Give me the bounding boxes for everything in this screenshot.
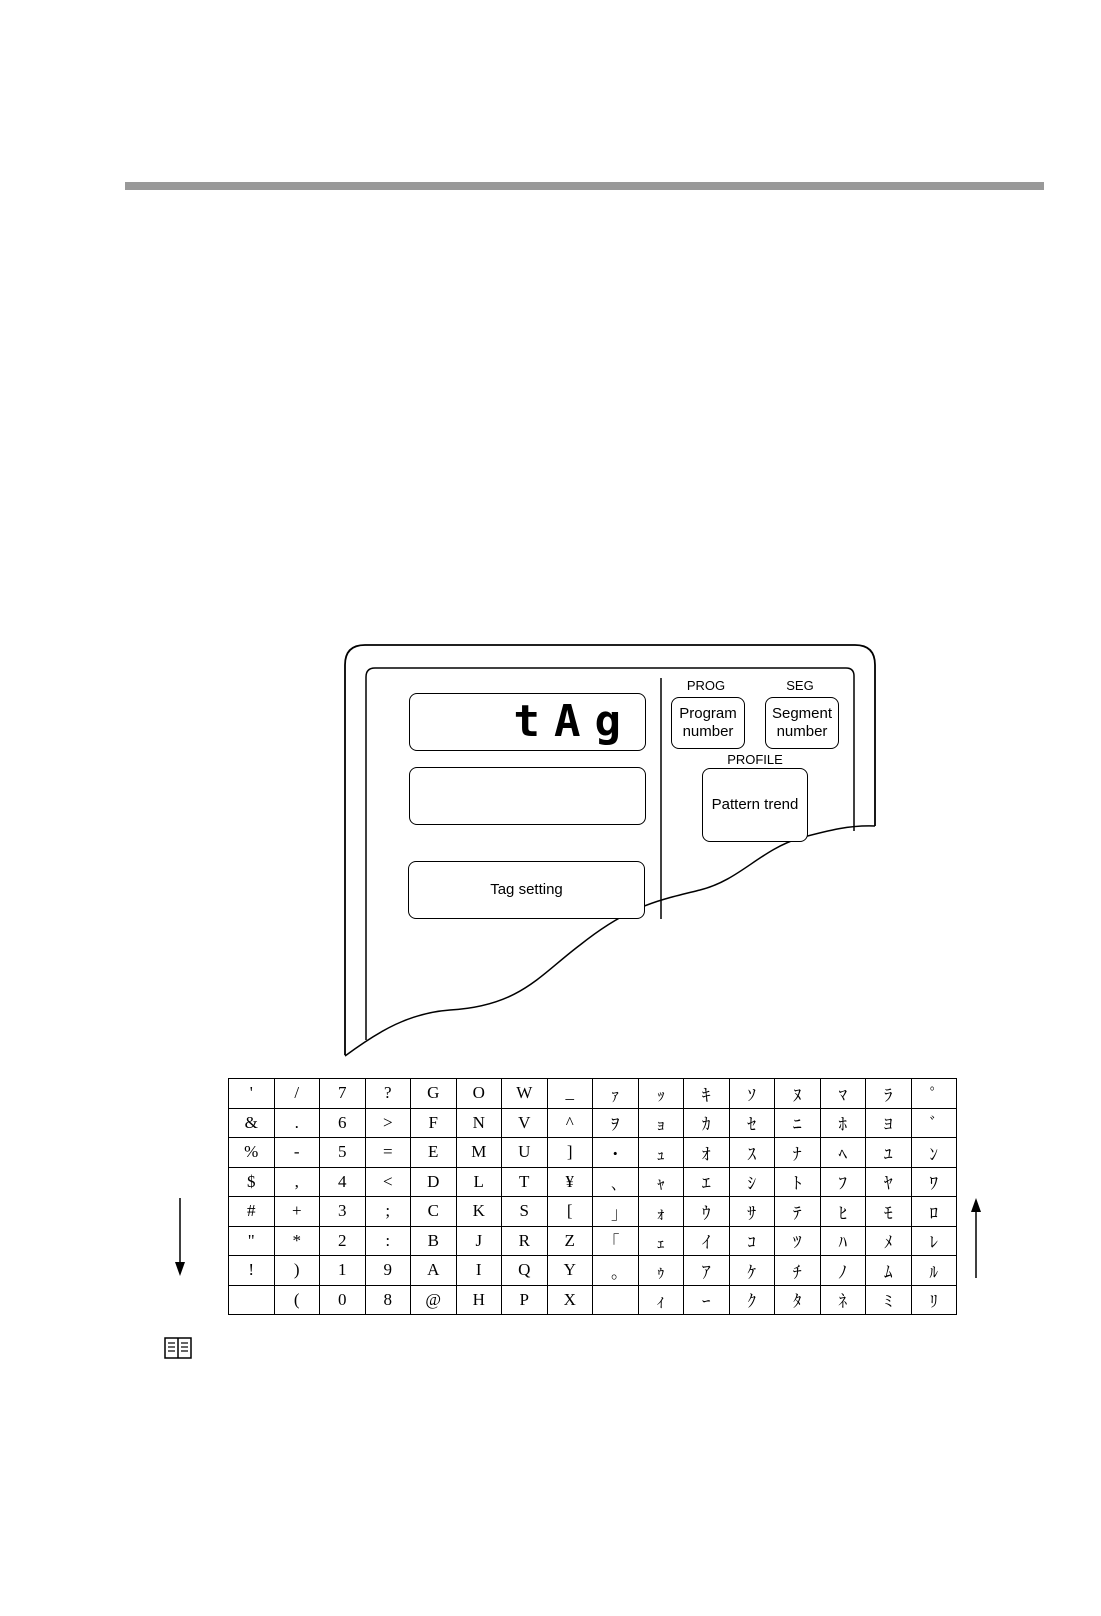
char-cell: A — [411, 1256, 457, 1286]
char-cell: [ — [547, 1197, 593, 1227]
char-cell: ﾗ — [866, 1079, 912, 1109]
tag-setting-label: Tag setting — [490, 881, 563, 898]
char-cell: ﾐ — [866, 1285, 912, 1315]
char-cell: ﾍ — [820, 1138, 866, 1168]
char-cell: O — [456, 1079, 502, 1109]
char-cell: ﾊ — [820, 1226, 866, 1256]
char-cell: B — [411, 1226, 457, 1256]
char-cell: ﾖ — [866, 1108, 912, 1138]
table-row — [229, 1079, 957, 1109]
character-table — [228, 1078, 957, 1315]
header-rule — [125, 182, 1044, 190]
char-cell — [229, 1285, 275, 1315]
up-arrow-icon — [968, 1196, 984, 1278]
char-cell: 5 — [320, 1138, 366, 1168]
char-cell: ｺ — [729, 1226, 775, 1256]
char-cell: ﾃ — [775, 1197, 821, 1227]
char-cell: ｨ — [638, 1285, 684, 1315]
char-cell: ﾌ — [820, 1167, 866, 1197]
char-cell: ｢ — [593, 1226, 639, 1256]
display-text: tAg — [513, 696, 635, 747]
char-cell: ｬ — [638, 1167, 684, 1197]
char-cell: ﾄ — [775, 1167, 821, 1197]
char-cell: ､ — [593, 1167, 639, 1197]
char-cell: 6 — [320, 1108, 366, 1138]
char-cell: ] — [547, 1138, 593, 1168]
char-cell: ｶ — [684, 1108, 730, 1138]
char-cell: Z — [547, 1226, 593, 1256]
char-cell: 9 — [365, 1256, 411, 1286]
char-cell: X — [547, 1285, 593, 1315]
char-cell: ｲ — [684, 1226, 730, 1256]
char-cell: 2 — [320, 1226, 366, 1256]
char-cell: ｽ — [729, 1138, 775, 1168]
char-cell: N — [456, 1108, 502, 1138]
char-cell: ｣ — [593, 1197, 639, 1227]
char-cell: ｱ — [684, 1256, 730, 1286]
char-cell: ( — [274, 1285, 320, 1315]
pattern-trend-label: Pattern trend — [711, 796, 799, 813]
char-cell: ﾔ — [866, 1167, 912, 1197]
char-cell: / — [274, 1079, 320, 1109]
pattern-trend-button[interactable] — [702, 768, 808, 842]
char-cell: 7 — [320, 1079, 366, 1109]
char-cell: ﾅ — [775, 1138, 821, 1168]
char-cell: ｯ — [638, 1079, 684, 1109]
char-cell: & — [229, 1108, 275, 1138]
char-cell: K — [456, 1197, 502, 1227]
char-cell: D — [411, 1167, 457, 1197]
char-cell — [593, 1285, 639, 1315]
char-cell: ﾟ — [911, 1079, 957, 1109]
char-cell: . — [274, 1108, 320, 1138]
char-cell: 1 — [320, 1256, 366, 1286]
char-cell: ﾉ — [820, 1256, 866, 1286]
char-cell: , — [274, 1167, 320, 1197]
char-cell: H — [456, 1285, 502, 1315]
segment-number-label: Segment number — [771, 705, 833, 740]
char-cell: L — [456, 1167, 502, 1197]
char-cell: ﾞ — [911, 1108, 957, 1138]
char-cell: ･ — [593, 1138, 639, 1168]
char-cell: $ — [229, 1167, 275, 1197]
program-number-label: Program number — [679, 705, 737, 740]
char-cell: ﾘ — [911, 1285, 957, 1315]
char-cell: ｳ — [684, 1197, 730, 1227]
char-cell: S — [502, 1197, 548, 1227]
char-cell: ﾇ — [775, 1079, 821, 1109]
char-cell: ｭ — [638, 1138, 684, 1168]
table-row — [229, 1138, 957, 1168]
char-cell: ﾓ — [866, 1197, 912, 1227]
char-cell: ' — [229, 1079, 275, 1109]
char-cell: ﾂ — [775, 1226, 821, 1256]
char-cell: ｾ — [729, 1108, 775, 1138]
segment-number-button[interactable] — [765, 697, 839, 749]
char-cell: ﾏ — [820, 1079, 866, 1109]
char-cell: + — [274, 1197, 320, 1227]
char-cell: 0 — [320, 1285, 366, 1315]
table-row — [229, 1285, 957, 1315]
char-cell: < — [365, 1167, 411, 1197]
char-cell: ｼ — [729, 1167, 775, 1197]
seg-label: SEG — [786, 678, 814, 693]
char-cell: ｻ — [729, 1197, 775, 1227]
tag-setting-button[interactable] — [408, 861, 645, 919]
char-cell: : — [365, 1226, 411, 1256]
char-cell: ﾛ — [911, 1197, 957, 1227]
char-cell: ｸ — [729, 1285, 775, 1315]
char-cell: ﾒ — [866, 1226, 912, 1256]
char-cell: ﾕ — [866, 1138, 912, 1168]
table-row — [229, 1256, 957, 1286]
char-cell: - — [274, 1138, 320, 1168]
char-cell: I — [456, 1256, 502, 1286]
char-cell: E — [411, 1138, 457, 1168]
char-cell: ﾁ — [775, 1256, 821, 1286]
char-cell: * — [274, 1226, 320, 1256]
char-cell: ｦ — [593, 1108, 639, 1138]
char-cell: ﾙ — [911, 1256, 957, 1286]
char-cell: C — [411, 1197, 457, 1227]
table-row — [229, 1197, 957, 1227]
char-cell: ﾈ — [820, 1285, 866, 1315]
char-cell: ｧ — [593, 1079, 639, 1109]
program-number-button[interactable] — [671, 697, 745, 749]
char-cell: ﾝ — [911, 1138, 957, 1168]
char-cell: F — [411, 1108, 457, 1138]
char-cell: ﾚ — [911, 1226, 957, 1256]
char-cell: 3 — [320, 1197, 366, 1227]
char-cell: 8 — [365, 1285, 411, 1315]
table-row — [229, 1108, 957, 1138]
char-cell: ｩ — [638, 1256, 684, 1286]
char-cell: ｰ — [684, 1285, 730, 1315]
char-cell: R — [502, 1226, 548, 1256]
table-row — [229, 1167, 957, 1197]
char-cell: ﾑ — [866, 1256, 912, 1286]
char-cell: ! — [229, 1256, 275, 1286]
profile-label: PROFILE — [727, 752, 783, 767]
char-cell: W — [502, 1079, 548, 1109]
char-cell: ﾆ — [775, 1108, 821, 1138]
char-cell: ｡ — [593, 1256, 639, 1286]
char-cell: _ — [547, 1079, 593, 1109]
char-cell: ¥ — [547, 1167, 593, 1197]
lower-display — [409, 767, 646, 825]
char-cell: J — [456, 1226, 502, 1256]
char-cell: ﾀ — [775, 1285, 821, 1315]
prog-label: PROG — [686, 678, 726, 693]
char-cell: = — [365, 1138, 411, 1168]
char-cell: @ — [411, 1285, 457, 1315]
char-cell: M — [456, 1138, 502, 1168]
down-arrow-icon — [172, 1198, 188, 1278]
char-cell: 4 — [320, 1167, 366, 1197]
char-cell: ｹ — [729, 1256, 775, 1286]
char-cell: % — [229, 1138, 275, 1168]
char-cell: G — [411, 1079, 457, 1109]
char-cell: U — [502, 1138, 548, 1168]
char-cell: ｴ — [684, 1167, 730, 1197]
char-cell: ; — [365, 1197, 411, 1227]
char-cell: ｮ — [638, 1108, 684, 1138]
char-cell: P — [502, 1285, 548, 1315]
char-cell: # — [229, 1197, 275, 1227]
book-icon — [164, 1336, 192, 1360]
char-cell: ｪ — [638, 1226, 684, 1256]
char-cell: ｵ — [684, 1138, 730, 1168]
char-cell: ^ — [547, 1108, 593, 1138]
char-cell: > — [365, 1108, 411, 1138]
char-cell: Q — [502, 1256, 548, 1286]
char-cell: ｿ — [729, 1079, 775, 1109]
char-cell: ﾋ — [820, 1197, 866, 1227]
char-cell: ﾜ — [911, 1167, 957, 1197]
char-cell: " — [229, 1226, 275, 1256]
char-cell: ) — [274, 1256, 320, 1286]
char-cell: V — [502, 1108, 548, 1138]
char-cell: ﾎ — [820, 1108, 866, 1138]
upper-display — [409, 693, 646, 751]
table-row — [229, 1226, 957, 1256]
char-cell: ｷ — [684, 1079, 730, 1109]
char-cell: ? — [365, 1079, 411, 1109]
char-cell: T — [502, 1167, 548, 1197]
char-cell: Y — [547, 1256, 593, 1286]
char-cell: ｫ — [638, 1197, 684, 1227]
